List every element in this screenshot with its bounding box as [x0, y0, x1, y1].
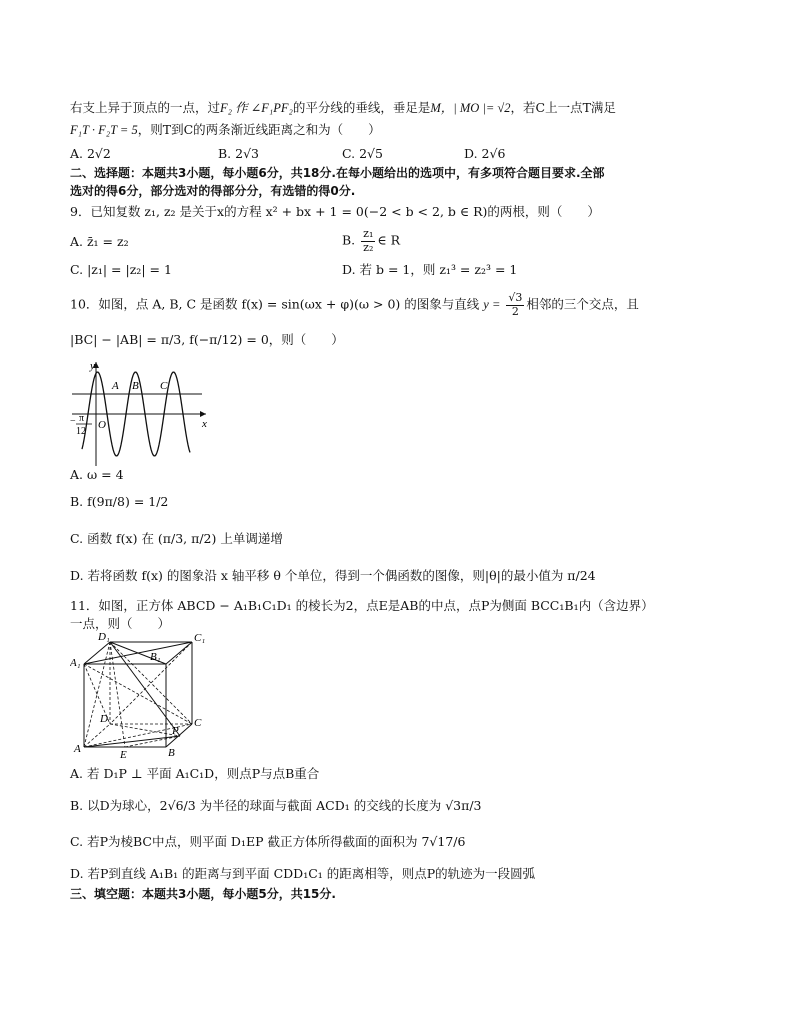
label-d1: D₁ [98, 632, 110, 643]
point-a-label: A [112, 380, 119, 392]
q8-text: T满足 [582, 100, 616, 115]
q10-option-a: A. ω = 4 [70, 467, 124, 482]
q9-option-c: C. |z₁| = |z₂| = 1 [70, 262, 172, 277]
q8-text: ，则T到C的两条渐近线距离之和为（ ） [137, 122, 381, 137]
fraction-denominator: 2 [511, 304, 519, 318]
x-axis-arrow [200, 411, 206, 417]
q9-option-a: A. z̄₁ = z₂ [70, 234, 129, 249]
point-b-label: B [132, 380, 139, 392]
q11-option-c: C. 若P为棱BC中点，则平面 D₁EP 截正方体所得截面的面积为 7√17/6 [70, 834, 466, 849]
q10-option-d: D. 若将函数 f(x) 的图象沿 x 轴平移 θ 个单位，得到一个偶函数的图像，则|θ|的最小值为 π/24 [70, 568, 596, 583]
q8-option-c: C. 2√5 [342, 146, 383, 161]
tick-minus: − [70, 416, 76, 427]
q9-option-b-fraction [361, 228, 375, 254]
q10-option-b: B. f(9π/8) = 1/2 [70, 494, 169, 509]
q11-stem-line2: 一点，则（ ） [70, 616, 171, 631]
q11-option-b: B. 以D为球心，2√6/3 为半径的球面与截面 ACD₁ 的交线的长度为 √3π/3 [70, 798, 482, 813]
q8-line2 [70, 124, 381, 137]
y-axis-label: y [90, 360, 95, 372]
fraction-denominator: z₂ [363, 240, 374, 254]
label-e: E [120, 749, 127, 760]
q10-option-c: C. 函数 f(x) 在 (π/3, π/2) 上单调递增 [70, 531, 283, 546]
q10-line2: |BC| − |AB| = π/3, f(−π/12) = 0，则（ ） [70, 332, 344, 347]
q8-text: 右支上异于顶点的一点，过 [70, 100, 221, 115]
label-a1: A₁ [70, 657, 81, 669]
q9-option-b-tail: ∈ R [377, 232, 401, 248]
label-c1: C₁ [194, 632, 206, 644]
x-axis-label: x [202, 418, 207, 430]
q8-math: M，| MO |= √2 [430, 101, 511, 115]
q11-cube-figure [70, 632, 210, 760]
q11-stem-line1: 11．如图，正方体 ABCD − A₁B₁C₁D₁ 的棱长为2，点E是AB的中点，点P为侧面 BCC₁B₁内（含边界） [70, 598, 654, 613]
label-a: A [74, 743, 81, 755]
label-c: C [194, 717, 202, 729]
q10-stem-text: 相邻的三个交点，且 [526, 296, 639, 312]
edge-b-c [166, 724, 192, 747]
q8-option-b: B. 2√3 [218, 146, 260, 161]
q10-sine-graph [70, 360, 210, 470]
origin-label: O [98, 419, 106, 431]
point-c-label: C [160, 380, 168, 392]
q9-option-b [342, 228, 400, 254]
q8-math: F₂ 作 ∠F₁PF₂ [220, 101, 293, 115]
section2-line1: 二、选择题：本题共3小题，每小题6分，共18分.在每小题给出的选项中，有多项符合题目要求.全部 [70, 166, 605, 180]
tick-pi: π [79, 413, 85, 424]
edge-b1-c1 [166, 642, 192, 664]
q10-stem-fraction [506, 292, 524, 318]
q8-line1 [70, 102, 616, 115]
hidden-d1-a [84, 642, 110, 747]
hidden-edge-a-d [84, 724, 110, 747]
q10-stem-math: y = [483, 297, 501, 312]
hidden-d1-e [110, 642, 125, 747]
label-b: B [168, 747, 175, 759]
edge-a1-d1 [84, 642, 110, 664]
fraction-numerator: z₁ [363, 227, 374, 240]
q9-stem: 9．已知复数 z₁, z₂ 是关于x的方程 x² + bx + 1 = 0(−2 < b < 2, b ∈ R)的两根，则（ ） [70, 204, 600, 219]
section2-line2: 选对的得6分，部分选对的得部分分，有选错的得0分. [70, 184, 356, 198]
q10-stem [70, 292, 639, 318]
label-d: D [100, 713, 108, 725]
label-p: P [172, 725, 179, 737]
q8-option-d: D. 2√6 [464, 146, 506, 161]
q8-text: C上一点 [535, 100, 583, 115]
q10-stem-text: 10．如图，点 A, B, C 是函数 f(x) = sin(ωx + φ)(ω > 0) 的图象与直线 [70, 296, 480, 312]
q9-option-d: D. 若 b = 1，则 z₁³ = z₂³ = 1 [342, 262, 518, 277]
tick-twelve: 12 [76, 426, 86, 437]
q8-text: ，若 [510, 100, 536, 115]
label-b1: B₁ [150, 651, 161, 663]
q8-math: F₁T · F₂T = 5 [70, 123, 138, 137]
fraction-numerator: √3 [508, 291, 523, 304]
q11-option-d: D. 若P到直线 A₁B₁ 的距离与到平面 CDD₁C₁ 的距离相等，则点P的轨迹为一段圆弧 [70, 866, 536, 881]
q9-option-b-label: B. [342, 232, 356, 248]
section3-line1: 三、填空题：本题共3小题，每小题5分，共15分. [70, 887, 336, 901]
q8-option-a: A. 2√2 [70, 146, 111, 161]
q11-option-a: A. 若 D₁P ⊥ 平面 A₁C₁D，则点P与点B重合 [70, 766, 320, 781]
q8-text: 的平分线的垂线，垂足是 [292, 100, 431, 115]
